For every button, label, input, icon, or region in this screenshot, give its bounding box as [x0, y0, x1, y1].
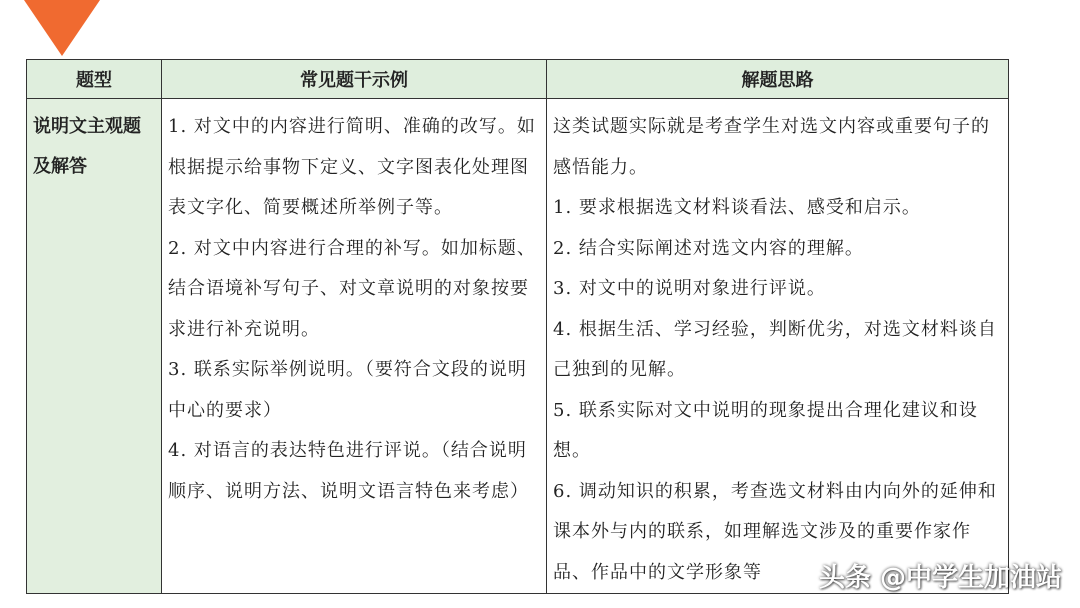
ideas-cell	[547, 99, 1009, 594]
table-row	[27, 99, 1009, 594]
watermark-text: 头条 @中学生加油站	[818, 563, 1062, 593]
header-solution-ideas: 解题思路	[547, 60, 1009, 99]
idea-item: 3. 对文中的说明对象进行评说。	[553, 278, 826, 299]
header-question-type: 题型	[27, 60, 162, 99]
example-item: 1. 对文中的内容进行简明、准确的改写。如根据提示给事物下定义、文字图表化处理图表文字化、简要概述所举例子等。	[168, 116, 536, 218]
example-item: 4. 对语言的表达特色进行评说。（结合说明顺序、说明方法、说明文语言特色来考虑）	[168, 440, 529, 502]
table-header-row	[27, 60, 1009, 99]
idea-item: 这类试题实际就是考查学生对选文内容或重要句子的感悟能力。	[553, 116, 990, 178]
examples-cell	[162, 99, 547, 594]
orange-triangle-marker	[24, 0, 100, 56]
header-common-examples: 常见题干示例	[162, 60, 547, 99]
idea-item: 2. 结合实际阐述对选文内容的理解。	[553, 237, 864, 259]
question-type-cell: 说明文主观题及解答	[27, 99, 162, 594]
idea-item: 6. 调动知识的积累，考查选文材料由内向外的延伸和课本外与内的联系，如理解选文涉及的重要作家作品、作品中的文学形象等	[553, 480, 997, 583]
example-item: 3. 联系实际举例说明。（要符合文段的说明中心的要求）	[168, 359, 527, 421]
example-item: 2. 对文中内容进行合理的补写。如加标题、结合语境补写句子、对文章说明的对象按要求进行补充说明。	[168, 237, 536, 340]
idea-item: 4. 根据生活、学习经验，判断优劣，对选文材料谈自己独到的见解。	[553, 318, 997, 380]
idea-item: 5. 联系实际对文中说明的现象提出合理化建议和设想。	[553, 399, 978, 461]
idea-item: 1. 要求根据选文材料谈看法、感受和启示。	[553, 197, 921, 218]
question-type-table	[26, 59, 1009, 594]
